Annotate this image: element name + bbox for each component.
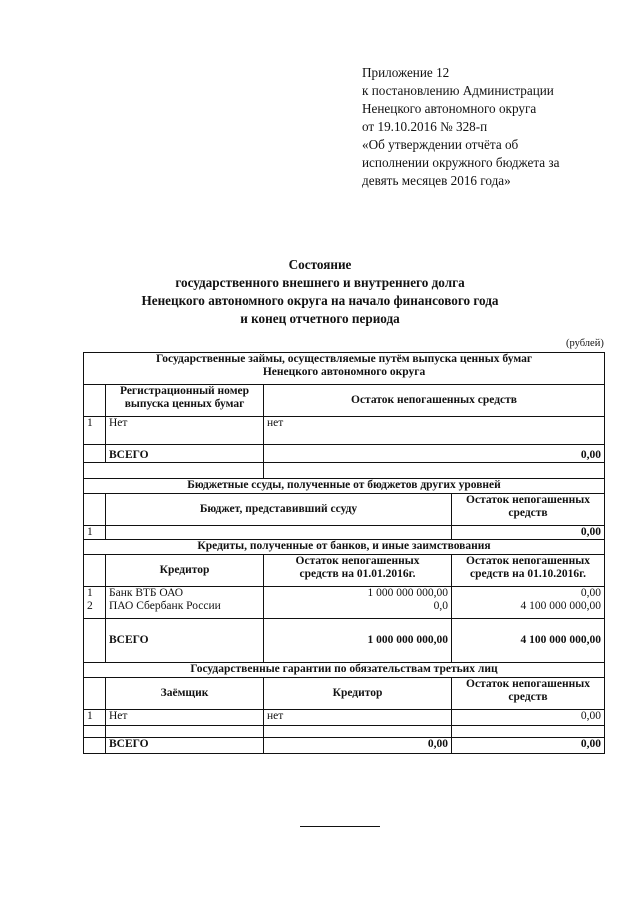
table-row — [84, 710, 605, 726]
appendix-line: к постановлению Администрации — [362, 83, 554, 98]
debt-table — [83, 352, 605, 754]
col-header-line: выпуска ценных бумаг — [124, 398, 245, 410]
row-start-value — [264, 587, 452, 619]
section2-col-budget: Бюджет, представивший ссуду — [106, 494, 452, 526]
title-line: Ненецкого автономного округа на начало финансового года — [141, 293, 499, 308]
section4-col-borrower: Заёмщик — [106, 678, 264, 710]
col-header-line: средств — [508, 507, 548, 519]
row-creditor: нет — [264, 710, 452, 726]
row-value: 0,00 — [452, 710, 605, 726]
col-header-line: Остаток непогашенных — [466, 678, 590, 690]
section3-header: Кредиты, полученные от банков, и иные заимствования — [84, 540, 605, 555]
col-header-line: Регистрационный номер — [119, 385, 250, 397]
total-value: 0,00 — [452, 738, 605, 754]
table-row — [84, 526, 605, 540]
section2-columns-row — [84, 494, 605, 526]
end-amount: 0,00 — [580, 587, 602, 599]
section4-columns-row — [84, 678, 605, 710]
section1-header — [84, 353, 605, 385]
row-value: 0,00 — [452, 526, 605, 540]
section3-col-start — [264, 555, 452, 587]
row-number-value: 1 — [87, 587, 93, 599]
section1-header-line: Ненецкого автономного округа — [262, 366, 426, 378]
start-amount: 0,0 — [433, 600, 448, 612]
total-row — [84, 619, 605, 663]
section2-header-row — [84, 479, 605, 494]
table-row — [84, 587, 605, 619]
title-line: Состояние — [288, 257, 352, 272]
section3-columns-row — [84, 555, 605, 587]
total-end: 4 100 000 000,00 — [452, 619, 605, 663]
appendix-line: девять месяцев 2016 года» — [362, 173, 511, 188]
appendix-line: Ненецкого автономного округа — [362, 101, 537, 116]
row-name: Нет — [106, 417, 264, 445]
row-number: 1 — [84, 710, 106, 726]
total-mid: 0,00 — [264, 738, 452, 754]
row-end-value — [452, 587, 605, 619]
section1-col-balance: Остаток непогашенных средств — [264, 385, 605, 417]
section4-col-balance — [452, 678, 605, 710]
section3-header-row — [84, 540, 605, 555]
col-header-line: средств на 01.10.2016г. — [470, 568, 586, 580]
total-row — [84, 445, 605, 463]
row-number: 1 — [84, 417, 106, 445]
section4-header: Государственные гарантии по обязательствам третьих лиц — [84, 663, 605, 678]
section2-col-balance — [452, 494, 605, 526]
section3-col-creditor: Кредитор — [106, 555, 264, 587]
section4-col-creditor: Кредитор — [264, 678, 452, 710]
row-value: нет — [264, 417, 605, 445]
col-header-line: средств на 01.01.2016г. — [299, 568, 416, 580]
section4-header-row — [84, 663, 605, 678]
footer-divider — [300, 826, 380, 827]
total-row — [84, 738, 605, 754]
appendix-line: от 19.10.2016 № 328-п — [362, 119, 488, 134]
row-number — [84, 587, 106, 619]
creditor-name: Банк ВТБ ОАО — [109, 587, 184, 599]
creditor-name: ПАО Сбербанк России — [109, 600, 221, 612]
appendix-block — [362, 64, 622, 190]
section3-col-end — [452, 555, 605, 587]
col-header-line: Остаток непогашенных — [295, 555, 420, 567]
appendix-line: «Об утверждении отчёта об — [362, 137, 519, 152]
appendix-line: Приложение 12 — [362, 65, 450, 80]
title-line: и конец отчетного периода — [240, 311, 400, 326]
document-title — [0, 256, 640, 328]
total-start: 1 000 000 000,00 — [264, 619, 452, 663]
total-label: ВСЕГО — [106, 738, 264, 754]
table-row — [84, 417, 605, 445]
start-amount: 1 000 000 000,00 — [367, 587, 448, 599]
section1-header-line: Государственные займы, осуществляемые путём выпуска ценных бумаг — [155, 353, 533, 365]
col-header-line: Остаток непогашенных — [466, 494, 590, 506]
section1-header-row — [84, 353, 605, 385]
section1-col-regnum — [106, 385, 264, 417]
section2-header: Бюджетные ссуды, полученные от бюджетов других уровней — [84, 479, 605, 494]
unit-label: (рублей) — [566, 338, 604, 349]
spacer-row — [84, 726, 605, 738]
row-number-value: 2 — [87, 600, 93, 612]
col-header-line: Остаток непогашенных — [466, 555, 590, 567]
col-header-line: средств — [508, 691, 548, 703]
total-value: 0,00 — [264, 445, 605, 463]
total-label: ВСЕГО — [106, 619, 264, 663]
end-amount: 4 100 000 000,00 — [520, 600, 602, 612]
row-name: Нет — [106, 710, 264, 726]
appendix-line: исполнении окружного бюджета за — [362, 155, 560, 170]
total-label: ВСЕГО — [106, 445, 264, 463]
spacer-row — [84, 463, 605, 479]
row-number: 1 — [84, 526, 106, 540]
row-name — [106, 587, 264, 619]
section1-columns-row — [84, 385, 605, 417]
title-line: государственного внешнего и внутреннего долга — [175, 275, 465, 290]
